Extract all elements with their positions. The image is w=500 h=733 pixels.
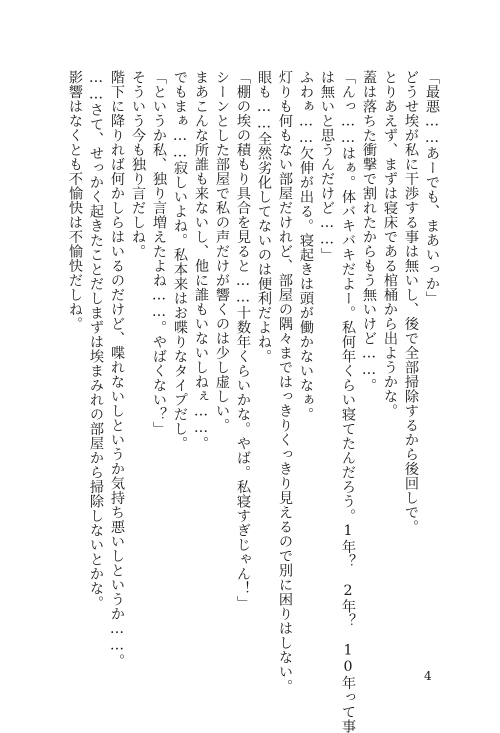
text-line: 影響はなくとも不愉快は不愉快だしね。	[67, 70, 83, 331]
text-line: 「棚の埃の積もり具合を見ると……十数年くらいかな。やば。私寝すぎじゃん！」	[235, 70, 251, 611]
text-line: ふわぁ……欠伸が出る。寝起きは頭が働かないなぁ。	[298, 70, 314, 422]
text-line: 蓋は落ちた衝撃で割れたからもう無いけど……。	[361, 70, 377, 393]
text-line: 「んっ……はぁ。体バキバキだよー。私何年くらい寝てたんだろう。1年？ 2年？ 10年って事	[340, 70, 356, 733]
text-line: 「というか私、独り言増えたよね……。やばくない？」	[151, 70, 167, 437]
text-line: 眼も……全然劣化してないのは便利だよね。	[256, 70, 272, 364]
vertical-body-text	[42, 70, 442, 733]
text-line: シーンとした部屋で私の声だけが響くのは少し虚しい。	[214, 70, 230, 433]
text-line: でもまぁ……寂しいよね。私本来はお喋りなタイプだし。	[172, 70, 188, 451]
text-line: は無いと思うんだけど……」	[319, 70, 335, 263]
text-line: そういう今も独り言だしね。	[130, 70, 146, 259]
text-line: ……さて、せっかく起きたことだしまずは埃まみれの部屋から掃除しないとかな。	[88, 70, 104, 611]
text-line: どうせ埃が私に干渉する事は無いし、後で全部掃除するから後回しで。	[403, 70, 419, 534]
text-line: 灯りも何もない部屋だけれど、部屋の隅々まではっきりくっきり見えるので別に困りはしない。	[277, 70, 293, 694]
text-line: 「最悪……あーでも、まあいっか」	[424, 70, 440, 306]
text-line: 階下に降りれば何かしらはいるのだけど、喋れないしというか気持ち悪いしというか……。	[109, 70, 125, 669]
text-line: とりあえず、まずは寝床である棺桶から出ようかな。	[382, 70, 398, 418]
page-number: 4	[424, 669, 432, 683]
text-line: まあこんな所誰も来ないし、他に誰もいないしねぇ……。	[193, 70, 209, 451]
